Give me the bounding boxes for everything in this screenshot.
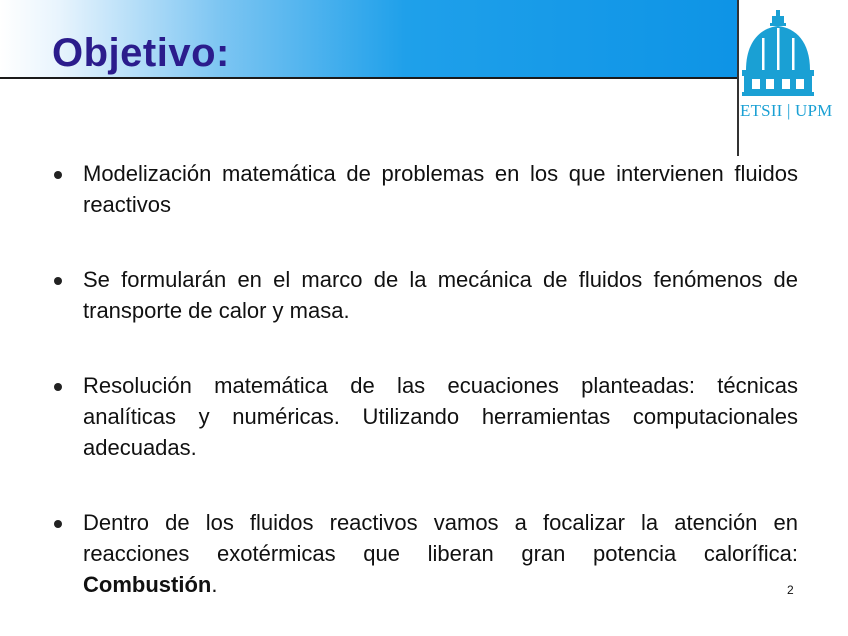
bullet-list bbox=[50, 158, 798, 600]
logo-divider bbox=[737, 0, 739, 156]
bullet-suffix: . bbox=[211, 572, 218, 597]
bullet-dot bbox=[54, 277, 62, 285]
header-divider bbox=[0, 77, 737, 79]
bullet-text: Resolución matemática de las ecuaciones planteadas: técnicas analíticas y numéricas. Utilizando herramientas computacionales adecuadas. bbox=[83, 373, 798, 460]
bullet-text: Dentro de los fluidos reactivos vamos a focalizar la atención en reacciones exotérmicas que liberan gran potencia calorífica: bbox=[83, 510, 798, 566]
etsii-upm-logo bbox=[740, 4, 848, 122]
bullet-dot bbox=[54, 383, 62, 391]
bullet-item bbox=[50, 507, 798, 600]
bullet-item bbox=[50, 158, 798, 220]
logo-text: ETSII | UPM bbox=[740, 101, 833, 120]
bullet-item bbox=[50, 264, 798, 326]
bullet-emphasis: Combustión bbox=[83, 572, 212, 597]
bullet-item bbox=[50, 370, 798, 463]
bullet-text: Modelización matemática de problemas en los que intervienen fluidos reactivos bbox=[83, 161, 798, 217]
bullet-text: Se formularán en el marco de la mecánica de fluidos fenómenos de transporte de calor y masa. bbox=[83, 267, 798, 323]
bullet-dot bbox=[54, 520, 62, 528]
bullet-dot bbox=[54, 171, 62, 179]
dome-icon bbox=[740, 4, 848, 100]
page-number: 2 bbox=[787, 583, 794, 597]
slide-title: Objetivo: bbox=[52, 31, 230, 75]
